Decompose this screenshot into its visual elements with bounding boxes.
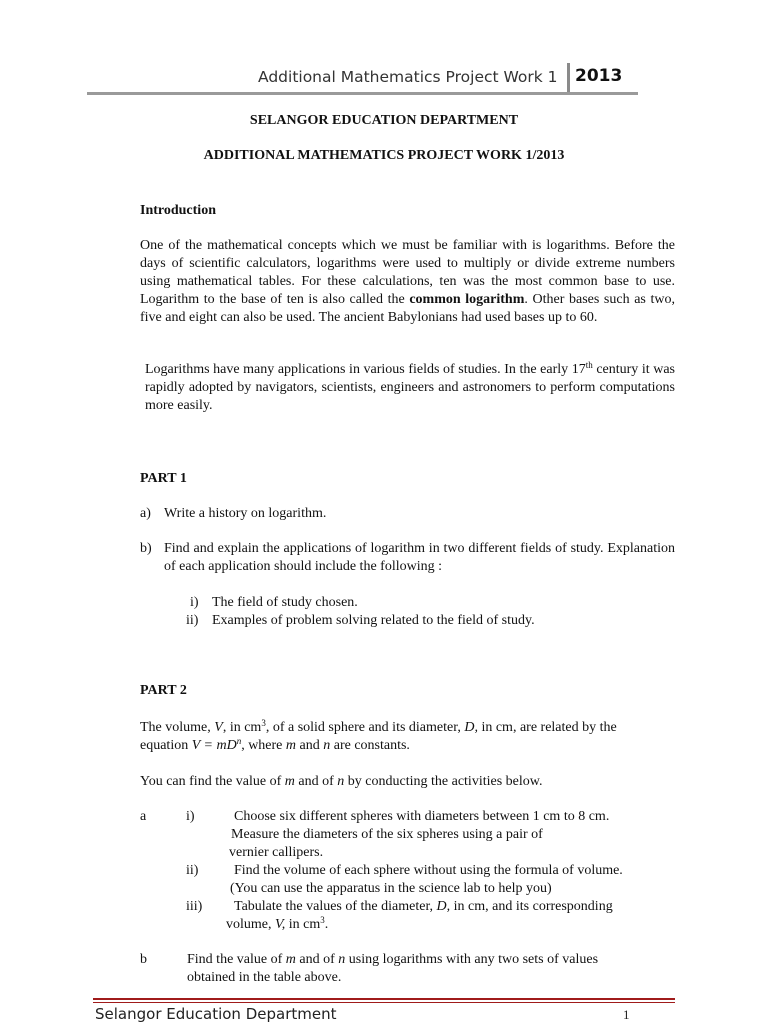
header-divider [567, 63, 570, 93]
part1-subitem-i-marker: i) [190, 595, 199, 610]
equation-statement: equation $V = mD^n$, where m and n are constants. [140, 736, 410, 753]
project-title: ADDITIONAL MATHEMATICS PROJECT WORK 1/2013 [203, 148, 565, 163]
find-values-statement: You can find the value of m and of n by conducting the activities below. [140, 774, 543, 789]
footer-department: Selangor Education Department [95, 1005, 337, 1023]
activity-a-ii-line-1: Find the volume of each sphere without using the formula of volume. [234, 863, 623, 878]
part1-heading: PART 1 [140, 471, 187, 486]
part1-subitem-ii-marker: ii) [186, 613, 199, 628]
activity-a-i-line-3: vernier callipers. [229, 845, 324, 860]
activity-a-ii-line-2: (You can use the apparatus in the science lab to help you) [230, 881, 552, 896]
part1-item-b-text: Find and explain the applications of logarithm in two different fields of study. Explanation of each application should include the following : [164, 541, 675, 574]
header-title: Additional Mathematics Project Work 1 [258, 68, 558, 86]
activity-b-line-1: Find the value of m and of n using logarithms with any two sets of values [187, 952, 599, 967]
footer-rule [93, 998, 675, 1000]
part2-heading: PART 2 [140, 683, 187, 698]
activity-b-line-2: obtained in the table above. [187, 970, 342, 985]
activity-a-i-marker: i) [186, 809, 195, 824]
header-year: 2013 [575, 66, 623, 86]
volume-statement: The volume, V, in $cm^3$, of a solid sphere and its diameter, D, in cm, are related by the [140, 718, 617, 735]
activity-a-iii-line-1: Tabulate the values of the diameter, D, in cm, and its corresponding [234, 899, 613, 914]
department-title: SELANGOR EDUCATION DEPARTMENT [249, 113, 519, 128]
activity-a-iii-marker: iii) [186, 899, 203, 914]
part1-subitem-i-text: The field of study chosen. [212, 595, 358, 610]
part1-subitem-ii-text: Examples of problem solving related to the field of study. [212, 613, 535, 628]
part1-item-a-marker: a) [140, 506, 151, 521]
part1-item-b-marker: b) [140, 541, 152, 556]
part1-item-a-text: Write a history on logarithm. [164, 506, 327, 521]
page-number: 1 [623, 1007, 630, 1022]
header-rule [87, 92, 638, 95]
common-logarithm-term: common logarithm [409, 292, 525, 307]
activity-a-i-line-1: Choose six different spheres with diameters between 1 cm to 8 cm. [234, 809, 610, 824]
activity-a-i-line-2: Measure the diameters of the six spheres using a pair of [231, 827, 543, 842]
activity-a-iii-line-2: volume, V, in $cm^3$. [226, 915, 329, 932]
introduction-heading: Introduction [140, 203, 216, 218]
volume-formula: V = mD [191, 738, 237, 753]
intro-paragraph-1: One of the mathematical concepts which we must be familiar with is logarithms. Before the days of scientific calculators, logarithms were used to multiply or divide extreme numbers using mathematical tables. For these calculations, ten was the most common base to use. Logarithm to the base of ten is also called the common logarithm. Other bases such as two, five and eight can also be used. The ancient Babylonians had used bases up to 60. [140, 238, 675, 325]
activity-a-ii-marker: ii) [186, 863, 199, 878]
activity-b-marker: b [140, 952, 147, 967]
footer-rule-thin [93, 1002, 675, 1003]
intro-paragraph-2: Logarithms have many applications in various fields of studies. In the early 17th century it was rapidly adopted by navigators, scientists, engineers and astronomers to perform computations more easily. [145, 360, 676, 413]
activity-a-marker: a [140, 809, 147, 824]
